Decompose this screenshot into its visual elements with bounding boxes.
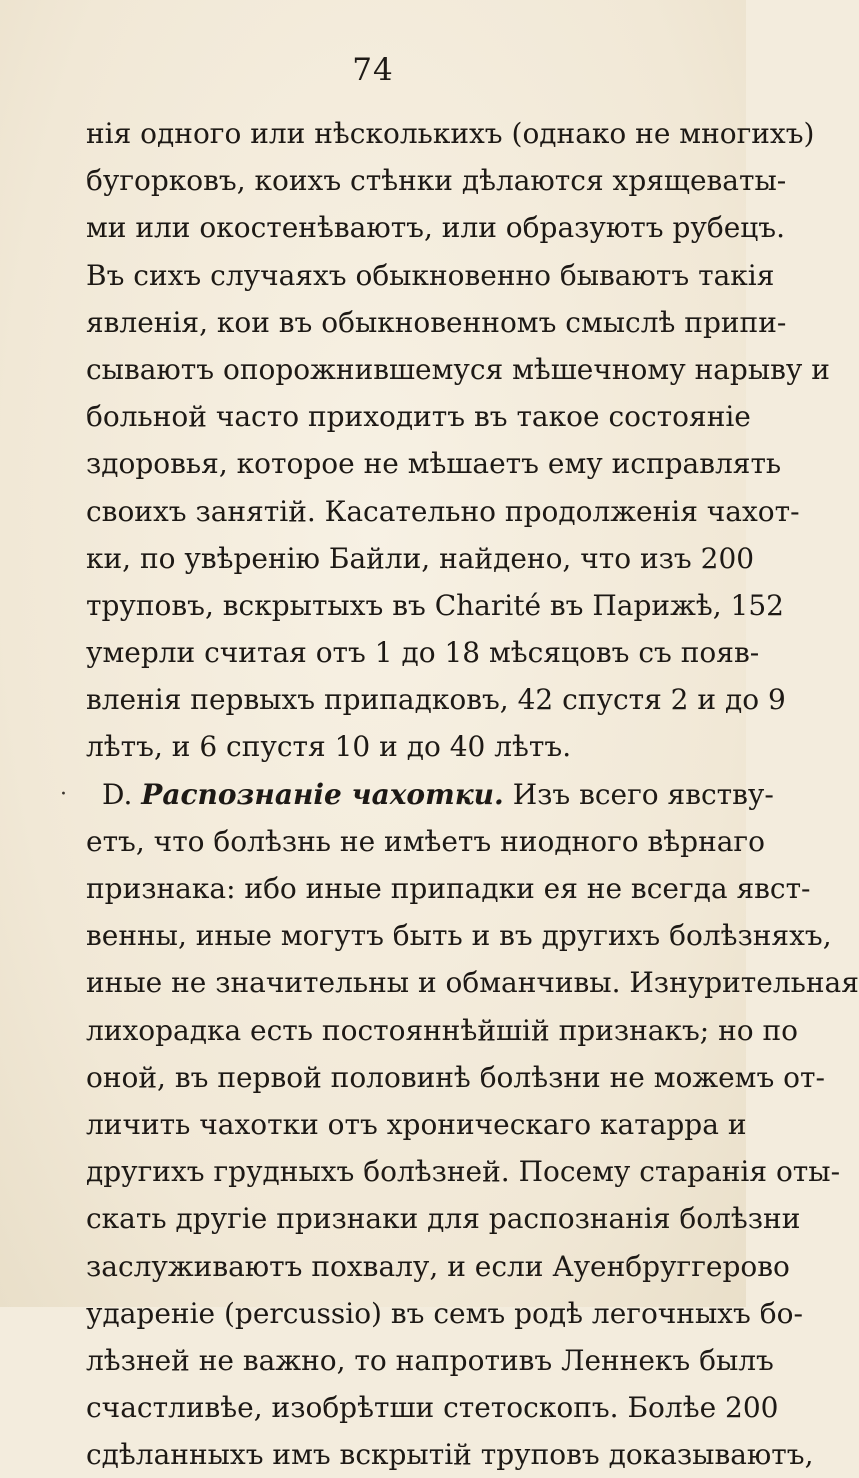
text-line: личить чахотки отъ хроническаго катарра и [86,1107,747,1141]
text-line: своихъ занятій. Касательно продолженія чахот- [86,494,800,528]
text-line: оной, въ первой половинѣ болѣзни не можемъ от- [86,1060,825,1094]
text-line: явленія, кои въ обыкновенномъ смыслѣ припи- [86,305,787,339]
text-line: иные не значительны и обманчивы. Изнурительная [86,966,859,1000]
text-line: лѣзней не важно, то напротивъ Леннекъ былъ [86,1343,774,1377]
section-title: Распознаніе чахотки. [141,777,504,811]
text-line: нія одного или нѣсколькихъ (однако не многихъ) [86,117,815,150]
text-line: умерли считая отъ 1 до 18 мѣсяцовъ съ появ- [86,636,760,670]
text-line: венны, иные могутъ быть и въ другихъ болѣзняхъ, [86,919,832,953]
text-line: счастливѣе, изобрѣтши стетоскопъ. Болѣе 200 [86,1391,779,1425]
text-line: удареніе (percussio) въ семъ родѣ легочныхъ бо- [86,1296,803,1330]
section-letter: D. [102,777,133,811]
text-line: скать другіе признаки для распознанія болѣзни [86,1202,801,1236]
text-line: бугорковъ, коихъ стѣнки дѣлаются хрящеваты- [86,164,787,198]
text-line: здоровья, которое не мѣшаетъ ему исправлять [86,447,782,481]
margin-bullet-mark: · [60,782,67,807]
text-line: сдѣланныхъ имъ вскрытій труповъ доказываютъ, [86,1438,814,1472]
text-line: ки, по увѣренію Байли, найдено, что изъ 200 [86,541,755,575]
text-line: етъ, что болѣзнь не имѣетъ ниодного вѣрнаго [86,824,765,858]
text-line: ми или окостенѣваютъ, или образуютъ рубецъ. [86,211,786,245]
body-text [86,110,859,1478]
text-line: больной часто приходитъ въ такое состояніе [86,400,751,434]
text-line: вленія первыхъ припадковъ, 42 спустя 2 и до 9 [86,683,786,717]
text-line: другихъ грудныхъ болѣзней. Посему старанія оты- [86,1155,841,1189]
text-line: признака: ибо иные припадки ея не всегда явст- [86,872,811,905]
section-heading-line [86,771,774,818]
text-line: лѣтъ, и 6 спустя 10 и до 40 лѣтъ. [86,730,572,764]
text-line: заслуживаютъ похвалу, и если Ауенбруггерово [86,1249,790,1283]
text-line: Въ сихъ случаяхъ обыкновенно бываютъ такія [86,258,775,292]
text-line: сываютъ опорожнившемуся мѣшечному нарыву и [86,352,830,386]
page-number: 74 [352,52,394,88]
text-line: лихорадка есть постояннѣйшій признакъ; но по [86,1013,799,1047]
text-line: труповъ, вскрытыхъ въ Charité въ Парижѣ, 152 [86,588,784,622]
section-heading-rest: Изъ всего явству- [512,777,774,811]
